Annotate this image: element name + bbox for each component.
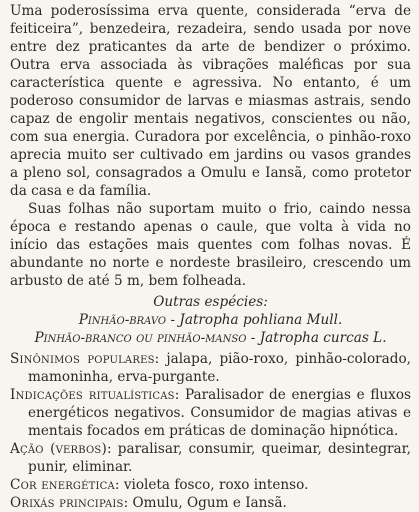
species-2-separator: - bbox=[246, 330, 260, 346]
second-paragraph: Suas folhas não suportam muito o frio, caindo nessa época e restando apenas o caule, que volta à vida no início das estações mais quentes com folhas novas. É abundante no norte e nordeste brasileiro, crescendo um arbusto de até 5 m, bem folheada. bbox=[10, 201, 411, 289]
main-orixas-label: Orixás principais bbox=[10, 495, 124, 511]
popular-synonyms-label: Sinônimos populares bbox=[10, 351, 155, 367]
species-line-1 bbox=[10, 311, 411, 329]
main-orixas-field bbox=[10, 494, 411, 512]
ritual-indications-field bbox=[10, 386, 411, 440]
popular-synonyms-value: : jalapa, pião-roxo, pinhão-colorado, mamoninha, erva-purgante. bbox=[28, 351, 411, 385]
species-line-2 bbox=[10, 329, 411, 347]
species-2-scientific-name: Jatropha curcas L. bbox=[259, 330, 387, 346]
ritual-indications-value: : Paralisador de energias e fluxos energéticos negativos. Consumidor de magias ativas e mentais focados em práticas de dominação hipnótica. bbox=[28, 387, 411, 439]
action-verbs-label: Ação (verbos) bbox=[10, 441, 107, 457]
action-verbs-value: : paralisar, consumir, queimar, desintegrar, punir, eliminar. bbox=[28, 441, 411, 475]
main-orixas-value: : Omulu, Ogum e Iansã. bbox=[123, 495, 287, 511]
intro-paragraph: Uma poderosíssima erva quente, considerada “erva de feiticeira”, benzedeira, rezadeira, sendo usada por nove entre dez praticantes da arte de bendizer o próximo. Outra erva associada às vibrações maléficas por sua característica quente e agressiva. No entanto, é um poderoso consumidor de larvas e miasmas astrais, sendo capaz de engolir mentais negativos, conscientes ou não, com sua energia. Curadora por excelência, o pinhão-roxo aprecia muito ser cultivado em jardins ou vasos grandes a pleno sol, consagrados a Omulu e Iansã, como protetor da casa e da família. bbox=[10, 3, 411, 199]
energetic-color-field bbox=[10, 476, 411, 494]
energetic-color-label: Cor energética bbox=[10, 477, 115, 493]
energetic-color-value: : violeta fosco, roxo intenso. bbox=[114, 477, 309, 493]
popular-synonyms-field bbox=[10, 350, 411, 386]
species-1-separator: - bbox=[166, 312, 180, 328]
species-1-common-name: Pinhão-bravo bbox=[78, 312, 167, 328]
species-1-scientific-name: Jatropha pohliana Mull. bbox=[179, 312, 343, 328]
other-species-heading: Outras espécies: bbox=[153, 294, 268, 310]
species-2-common-name: Pinhão-branco ou pinhão-manso bbox=[34, 330, 247, 346]
action-verbs-field bbox=[10, 440, 411, 476]
ritual-indications-label: Indicações ritualísticas bbox=[10, 387, 175, 403]
